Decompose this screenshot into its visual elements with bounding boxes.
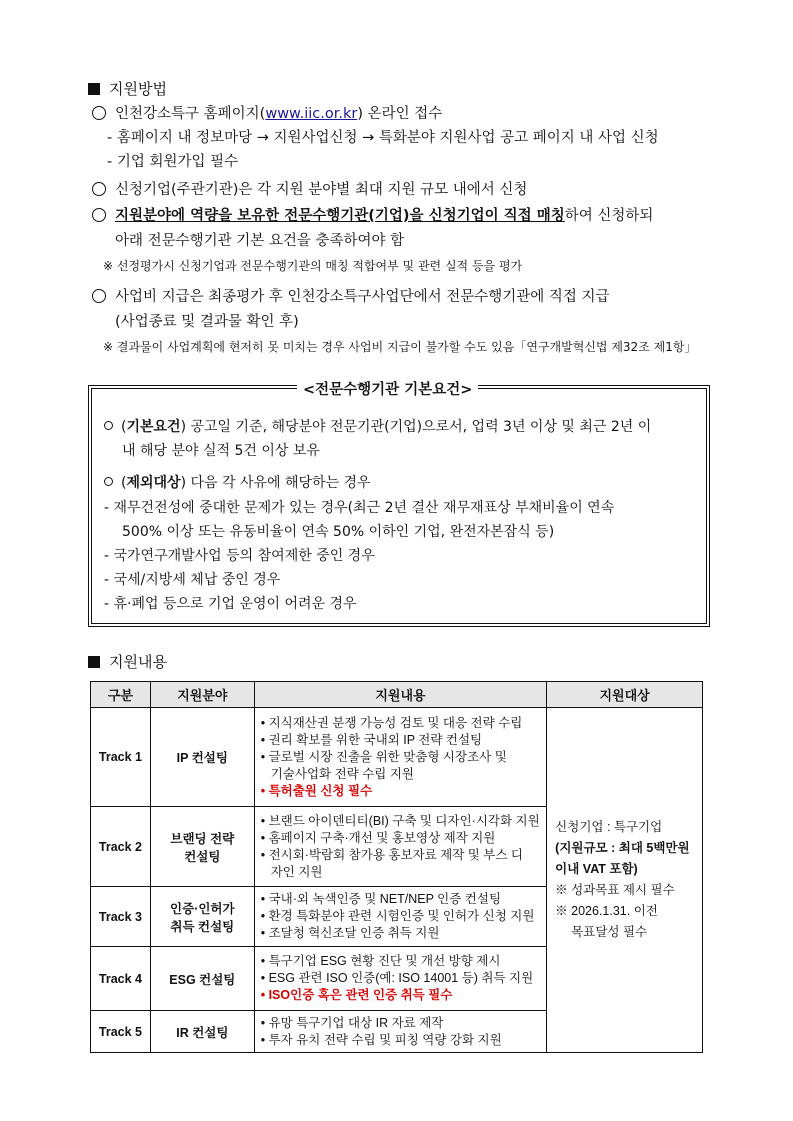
support-target: 신청기업 : 특구기업 (지원규모 : 최대 5백만원 이내 VAT 포함) ※ 성과목표 제시 필수 ※ 2026.1.31. 이전 목표달성 필수 [547,708,703,1053]
exclusion-criteria: (제외대상) 다음 각 사유에 해당하는 경우 [104,473,371,493]
track-content: • 유망 특구기업 대상 IR 자료 제작 • 투자 유치 전략 수립 및 피칭 역량 강화 지원 [254,1011,546,1053]
requirements-box [91,382,707,624]
required-note: • ISO인증 혹은 관련 인증 취득 필수 [260,988,453,1002]
track-name: Track 5 [91,1011,151,1053]
track-content: • 지식재산권 분쟁 가능성 검토 및 대응 전략 수립 • 권리 확보를 위한 국내외 IP 전략 컨설팅 • 글로벌 시장 진출을 위한 맞춤형 시장조사 및 기술사업화 전략 수립 지원 • 특허출원 신청 필수 [254,708,546,807]
circle-bullet-icon [104,421,113,430]
track-field: 인증·인허가 취득 컨설팅 [150,887,254,947]
track-name: Track 1 [91,708,151,807]
header-target: 지원대상 [547,682,703,708]
exclusion-3: - 국세/지방세 체납 중인 경우 [104,572,281,588]
table-header-row [91,682,703,708]
black-square-icon [88,656,100,668]
basic-requirement-line-2: 내 해당 분야 실적 5건 이상 보유 [122,443,320,459]
method-item-4-line-2: (사업종료 및 결과물 확인 후) [115,314,299,330]
black-square-icon [88,83,100,95]
circle-bullet-icon [92,182,106,196]
basic-requirement: (기본요건) 공고일 기준, 해당분야 전문기관(기업)으로서, 업력 3년 이상 및 최근 2년 이 [104,417,651,437]
circle-bullet-icon [92,289,106,303]
table-row [91,708,703,807]
exclusion-2: - 국가연구개발사업 등의 참여제한 중인 경우 [104,548,375,564]
method-item-1: 인천강소특구 홈페이지(www.iic.or.kr) 온라인 접수 [92,104,442,124]
track-name: Track 2 [91,807,151,887]
requirements-box-title: <전문수행기관 기본요건> [297,378,478,399]
exclusion-1: - 재무건전성에 중대한 문제가 있는 경우(최근 2년 결산 재무재표상 부채비율이 연속 [104,500,615,516]
method-item-3-line-2: 아래 전문수행기관 기본 요건을 충족하여야 함 [115,233,405,249]
track-field: ESG 컨설팅 [150,947,254,1011]
support-content-table [90,681,703,1053]
header-field: 지원분야 [150,682,254,708]
method-note-2: ※ 결과물이 사업계획에 현저히 못 미치는 경우 사업비 지급이 불가할 수도 있음「연구개발혁신법 제32조 제1항」 [103,340,697,354]
header-content: 지원내용 [254,682,546,708]
homepage-link[interactable]: www.iic.or.kr [265,106,358,122]
section-title-support-content: 지원내용 [88,651,167,672]
track-content: • 국내·외 녹색인증 및 NET/NEP 인증 컨설팅 • 환경 특화분야 관련 시험인증 및 인허가 신청 지원 • 조달청 혁신조달 인증 취득 지원 [254,887,546,947]
circle-bullet-icon [92,208,106,222]
track-field: 브랜딩 전략 컨설팅 [150,807,254,887]
section-title-support-method: 지원방법 [88,78,167,99]
method-item-3: 지원분야에 역량을 보유한 전문수행기관(기업)을 신청기업이 직접 매칭하여 신청하되 [92,206,653,226]
method-note-1: ※ 선정평가시 신청기업과 전문수행기관의 매칭 적합여부 및 관련 실적 등을 평가 [103,259,523,273]
exclusion-1-line-2: 500% 이상 또는 유동비율이 연속 50% 이하인 기업, 완전자본잠식 등) [122,524,555,540]
method-item-1-sub-1: - 홈페이지 내 정보마당 → 지원사업신청 → 특화분야 지원사업 공고 페이지 내 사업 신청 [107,130,659,146]
method-item-1-sub-2: - 기업 회원가입 필수 [107,154,239,170]
track-field: IP 컨설팅 [150,708,254,807]
track-name: Track 4 [91,947,151,1011]
header-category: 구분 [91,682,151,708]
method-item-2: 신청기업(주관기관)은 각 지원 분야별 최대 지원 규모 내에서 신청 [92,180,527,200]
required-note: • 특허출원 신청 필수 [260,783,373,798]
method-item-4: 사업비 지급은 최종평가 후 인천강소특구사업단에서 전문수행기관에 직접 지급 [92,287,610,307]
track-name: Track 3 [91,887,151,947]
track-content: • 특구기업 ESG 현황 진단 및 개선 방향 제시 • ESG 관련 ISO 인증(예: ISO 14001 등) 취득 지원 • ISO인증 혹은 관련 인증 취득 필수 [254,947,546,1011]
circle-bullet-icon [92,106,106,120]
track-content: • 브랜드 아이덴티티(BI) 구축 및 디자인·시각화 지원 • 홈페이지 구축·개선 및 홍보영상 제작 지원 • 전시회·박람회 참가용 홍보자료 제작 및 부스 디 자인 지원 [254,807,546,887]
track-field: IR 컨설팅 [150,1011,254,1053]
circle-bullet-icon [104,477,113,486]
exclusion-4: - 휴·폐업 등으로 기업 운영이 어려운 경우 [104,596,357,612]
